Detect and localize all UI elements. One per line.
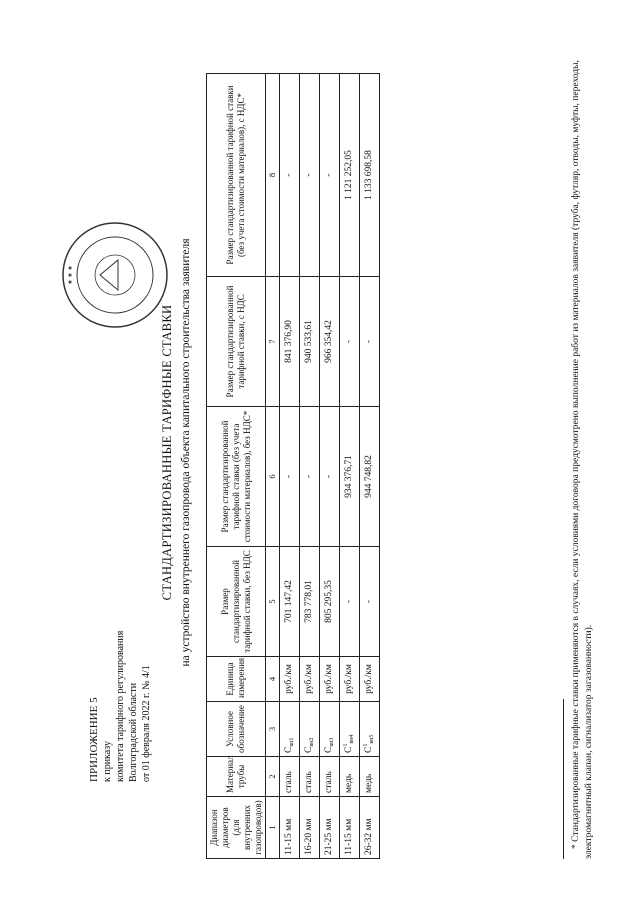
symbol-subscript: вн5 [369, 734, 375, 744]
cell-unit: руб./км [320, 657, 340, 702]
cell-material: медь [340, 757, 360, 797]
official-seal [60, 220, 170, 330]
cell-range: 21-25 мм [320, 797, 340, 859]
cell-symbol [340, 702, 360, 757]
svg-text:★ ★ ★: ★ ★ ★ [68, 265, 74, 285]
cell-range: 26-32 мм [360, 797, 380, 859]
cell-rate-no-materials-no-vat: - [300, 407, 320, 547]
table-row [280, 74, 300, 859]
cell-rate-no-materials-vat: - [280, 74, 300, 277]
cell-unit: руб./км [360, 657, 380, 702]
col-number: 3 [266, 702, 280, 757]
symbol-letter: C [304, 746, 314, 753]
document-title: СТАНДАРТИЗИРОВАННЫЕ ТАРИФНЫЕ СТАВКИ [160, 304, 174, 601]
cell-rate-vat: 966 354,42 [320, 277, 340, 407]
cell-symbol [300, 702, 320, 757]
cell-symbol [320, 702, 340, 757]
cell-rate-no-vat: 701 147,42 [280, 547, 300, 657]
order-reference: к приказу [102, 741, 113, 782]
cell-symbol [360, 702, 380, 757]
cell-symbol [280, 702, 300, 757]
col-header-rate-no-materials-no-vat: Размер стандартизированной тарифной ставки (без учета стоимости материалов), без НДС* [207, 407, 266, 547]
symbol-letter: C [324, 746, 334, 753]
cell-rate-vat: 841 376,90 [280, 277, 300, 407]
document-subtitle: на устройство внутреннего газопровода объекта капитального строительства заявителя [180, 238, 192, 667]
col-number: 5 [266, 547, 280, 657]
col-number: 1 [266, 797, 280, 859]
cell-rate-vat: 940 533,61 [300, 277, 320, 407]
symbol-superscript: 1 [363, 743, 369, 747]
cell-range: 16-20 мм [300, 797, 320, 859]
footnote-divider [563, 699, 564, 859]
header-block [88, 492, 153, 782]
symbol-subscript: вн4 [349, 734, 355, 744]
table-row [360, 74, 380, 859]
committee-name: комитета тарифного регулирования [115, 630, 126, 782]
cell-material: сталь [280, 757, 300, 797]
region-name: Волгоградской области [128, 682, 139, 782]
cell-rate-no-materials-vat: - [320, 74, 340, 277]
column-number-row [266, 74, 280, 859]
col-header-range: Диапазон диаметров (для внутренних газопроводов) [207, 797, 266, 859]
cell-rate-no-vat: - [360, 547, 380, 657]
cell-rate-vat: - [340, 277, 360, 407]
symbol-letter: C [364, 746, 374, 753]
cell-rate-no-materials-no-vat: - [320, 407, 340, 547]
order-date: от 01 февраля 2022 г. № 4/1 [141, 665, 152, 782]
cell-rate-no-materials-vat: 1 121 252,05 [340, 74, 360, 277]
symbol-subscript: вн1 [289, 737, 295, 747]
col-number: 7 [266, 277, 280, 407]
cell-material: медь [360, 757, 380, 797]
symbol-subscript: вн2 [309, 737, 315, 747]
table-header-row [207, 74, 266, 859]
cell-material: сталь [320, 757, 340, 797]
table-row [320, 74, 340, 859]
col-number: 2 [266, 757, 280, 797]
col-number: 8 [266, 74, 280, 277]
symbol-subscript: вн3 [329, 737, 335, 747]
col-number: 6 [266, 407, 280, 547]
cell-rate-no-vat: - [340, 547, 360, 657]
cell-range: 11-15 мм [340, 797, 360, 859]
cell-unit: руб./км [280, 657, 300, 702]
tariff-table [206, 73, 380, 859]
col-header-unit: Единица измерения [207, 657, 266, 702]
col-header-rate-no-vat: Размер стандартизированной тарифной ставки, без НДС [207, 547, 266, 657]
cell-rate-no-materials-no-vat: - [280, 407, 300, 547]
col-header-rate-no-materials-vat: Размер стандартизированной тарифной ставки (без учета стоимости материалов), с НДС* [207, 74, 266, 277]
cell-rate-no-materials-no-vat: 944 748,82 [360, 407, 380, 547]
cell-rate-no-materials-vat: 1 133 698,58 [360, 74, 380, 277]
footnote: * Стандартизированные тарифные ставки применяются в случаях, если условиями договора предусмотрено выполнение работ из материалов заявителя (труба, футляр, отводы, муфты, переходы, электромагнитный клапан, сигнализатор загазованности). [571, 60, 594, 859]
cell-material: сталь [300, 757, 320, 797]
col-header-material: Материал трубы [207, 757, 266, 797]
cell-rate-no-vat: 805 295,35 [320, 547, 340, 657]
table-row [340, 74, 360, 859]
symbol-letter: C [284, 746, 294, 753]
table-row [300, 74, 320, 859]
appendix-label: ПРИЛОЖЕНИЕ 5 [88, 697, 100, 782]
cell-rate-no-materials-no-vat: 934 376,71 [340, 407, 360, 547]
col-header-rate-vat: Размер стандартизированной тарифной ставки, с НДС [207, 277, 266, 407]
cell-unit: руб./км [340, 657, 360, 702]
symbol-superscript: 1 [343, 743, 349, 747]
col-header-symbol: Условное обозначение [207, 702, 266, 757]
cell-rate-no-materials-vat: - [300, 74, 320, 277]
col-number: 4 [266, 657, 280, 702]
symbol-letter: C [344, 746, 354, 753]
cell-unit: руб./км [300, 657, 320, 702]
cell-rate-vat: - [360, 277, 380, 407]
cell-rate-no-vat: 783 778,01 [300, 547, 320, 657]
cell-range: 11-15 мм [280, 797, 300, 859]
